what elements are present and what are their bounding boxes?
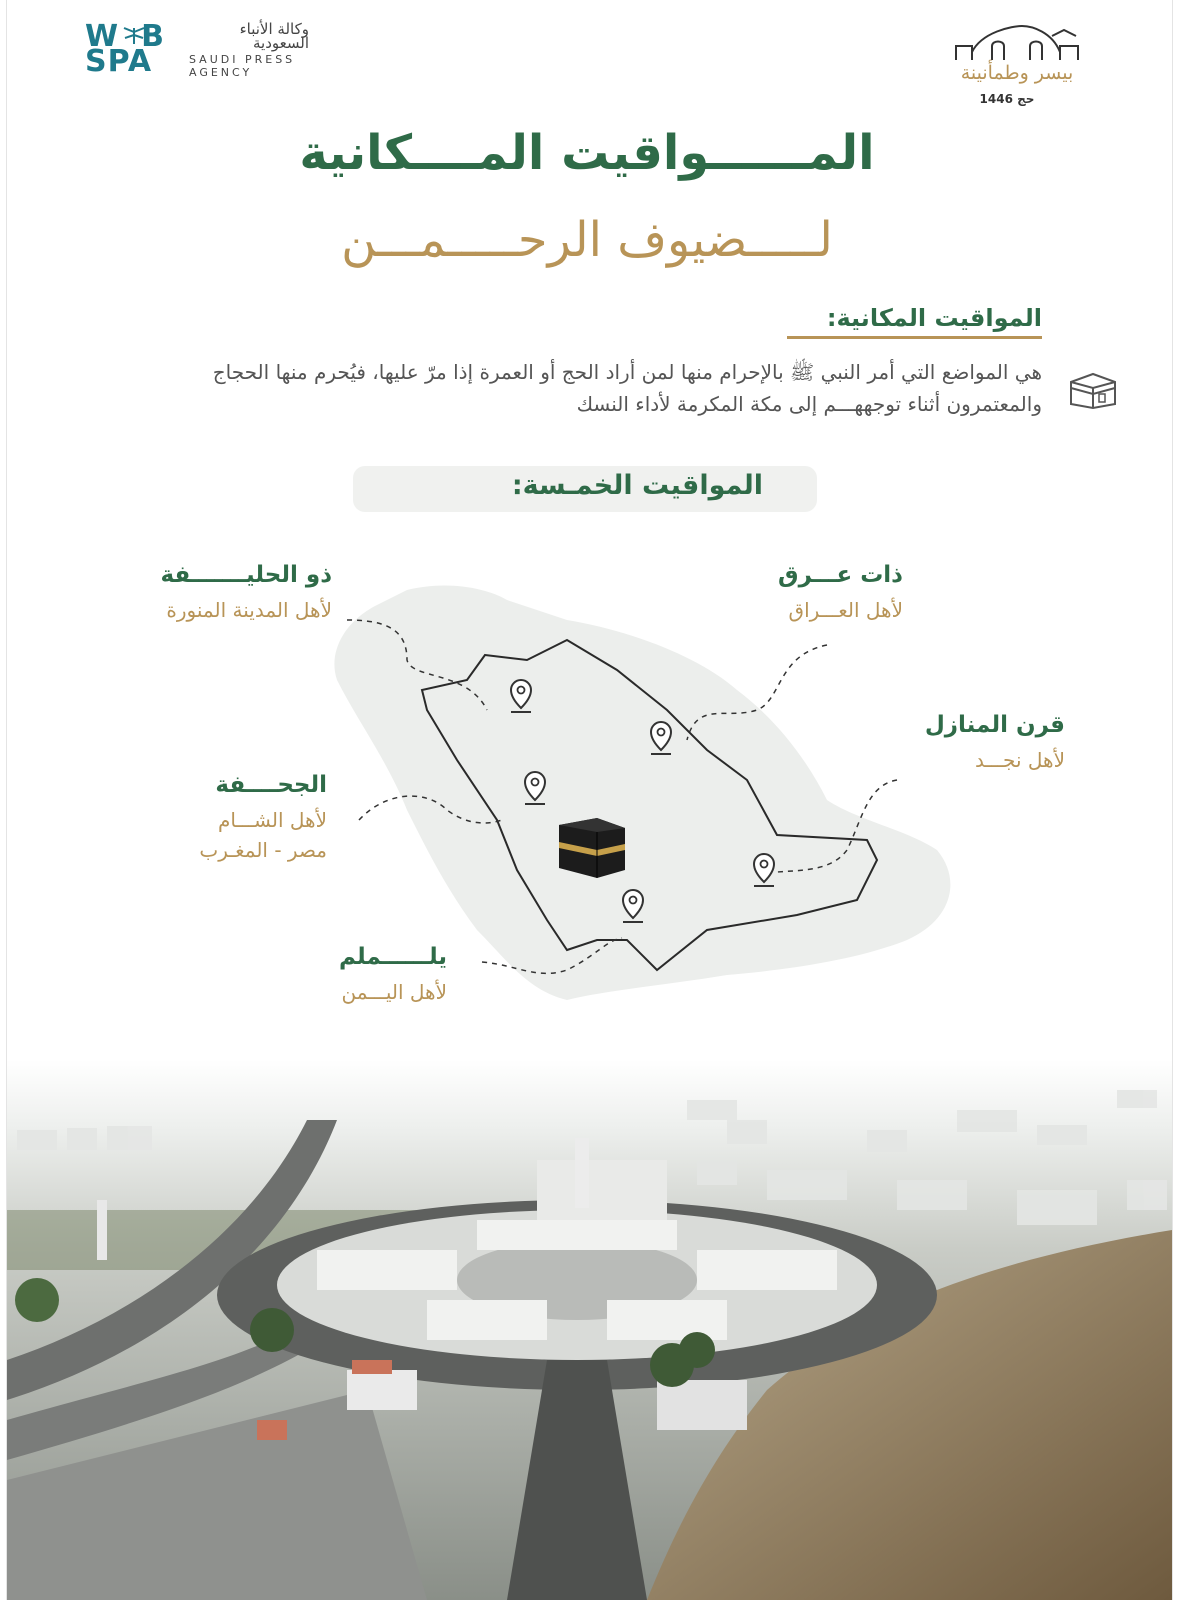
miqat-name: ذات عـــرق [778, 562, 903, 588]
hajj-slogan: بيسر وطمأنينة [960, 62, 1074, 84]
miqat-dhul-hulayfah [67, 562, 332, 622]
miqat-al-juhfah [127, 772, 327, 862]
miqat-qarn-al-manazil [867, 712, 1065, 772]
five-miqat-heading: المواقيت الخمـسة: [511, 470, 763, 501]
section-description: هي المواضع التي أمر النبي ﷺ بالإحرام منها لمن أراد الحج أو العمرة إذا مرّ عليها، فيُحرم منها الحجاج والمعتمرون أثناء توجههـــم إلى مكة المكرمة لأداء النسك [212, 360, 1042, 416]
miqat-region: لأهل الشـــام [217, 808, 327, 832]
miqat-dhat-irq [707, 562, 903, 622]
hajj-edition: حج 1446 [979, 92, 1035, 106]
miqat-name: قرن المنازل [924, 712, 1065, 738]
main-title: المــــــواقيت المــــكانية [299, 125, 875, 181]
miqat-region: لأهل نجـــد [974, 748, 1065, 772]
kaaba-marker [559, 818, 625, 878]
hajj-logo [952, 22, 1102, 114]
miqat-name: الجحــــفة [215, 772, 327, 798]
kaaba-icon [1067, 370, 1119, 410]
palm-icon [119, 26, 149, 46]
miqat-region: لأهل المدينة المنورة [166, 598, 332, 622]
miqat-region: لأهل اليـــمن [341, 980, 447, 1004]
spa-arabic-name: وكالة الأنباء السعودية [239, 20, 309, 52]
spa-english-name: SAUDI PRESS AGENCY [189, 53, 296, 79]
miqat-name: يلــــــملم [338, 944, 447, 970]
miqat-region-extra: مصر - المغـرب [199, 838, 327, 862]
miqat-name: ذو الحليـــــــفة [160, 562, 332, 588]
miqat-region: لأهل العـــراق [788, 598, 903, 622]
section-underline [787, 336, 1042, 339]
spa-logo [85, 19, 325, 82]
map-landmass [334, 585, 950, 1000]
spa-mark: W B SPA [85, 19, 165, 79]
mosque-outline-icon [952, 22, 1082, 62]
section-heading: المواقيت المكانية: [826, 304, 1042, 332]
miqat-yalamlam [257, 944, 447, 1004]
aerial-photo-miqat-mosque [7, 1060, 1172, 1600]
sub-title: لـــــضيوف الرحـــــمـــن [341, 212, 833, 268]
infographic [6, 0, 1173, 1600]
